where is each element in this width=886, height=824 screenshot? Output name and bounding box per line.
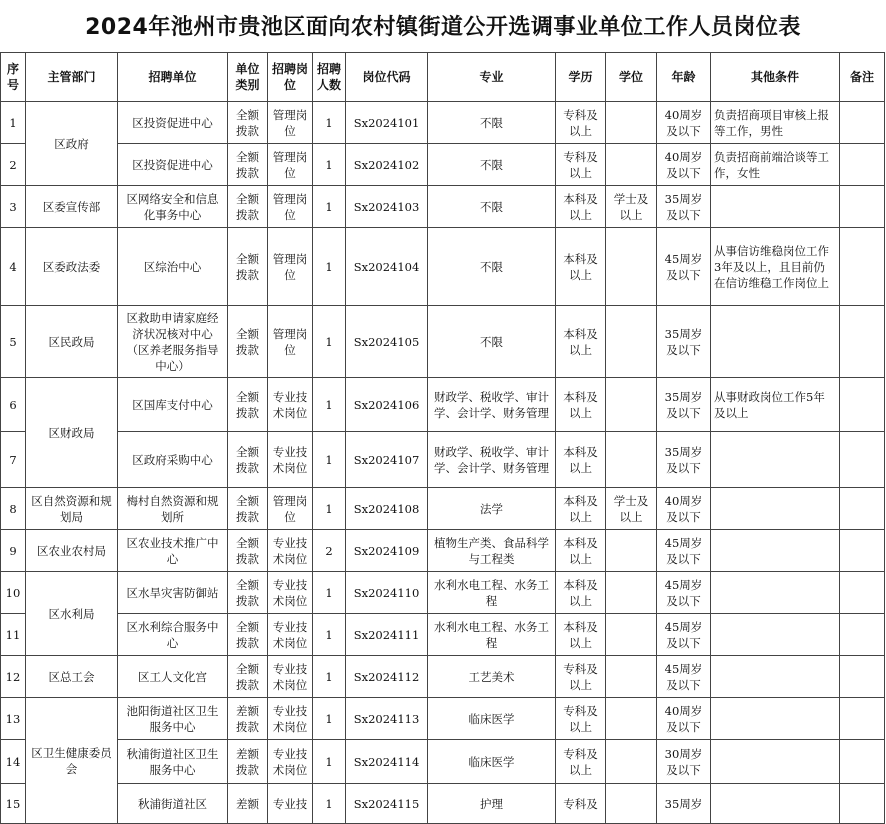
cell-seq: 7 <box>1 432 26 488</box>
cell-remark <box>840 572 885 614</box>
cell-type: 全额拨款 <box>228 530 268 572</box>
cell-count: 1 <box>313 572 346 614</box>
cell-age: 45周岁及以下 <box>657 530 711 572</box>
cell-dept: 区农业农村局 <box>26 530 118 572</box>
cell-degree <box>606 228 657 306</box>
cell-edu: 专科及以上 <box>556 698 606 740</box>
cell-age: 40周岁及以下 <box>657 488 711 530</box>
table-row <box>1 488 885 530</box>
cell-degree <box>606 656 657 698</box>
header-unit-type: 单位类别 <box>228 53 268 102</box>
cell-type: 差额拨款 <box>228 698 268 740</box>
cell-count: 1 <box>313 186 346 228</box>
cell-age: 35周岁 <box>657 784 711 824</box>
cell-age: 45周岁及以下 <box>657 656 711 698</box>
header-dept: 主管部门 <box>26 53 118 102</box>
cell-type: 差额 <box>228 784 268 824</box>
header-seq: 序号 <box>1 53 26 102</box>
cell-post: 管理岗位 <box>268 228 313 306</box>
cell-edu: 专科及以上 <box>556 656 606 698</box>
cell-seq: 4 <box>1 228 26 306</box>
cell-code: Sx2024114 <box>346 740 428 784</box>
cell-edu: 专科及以上 <box>556 102 606 144</box>
cell-seq: 5 <box>1 306 26 378</box>
cell-other <box>711 614 840 656</box>
cell-other <box>711 572 840 614</box>
header-other: 其他条件 <box>711 53 840 102</box>
table-row <box>1 186 885 228</box>
cell-edu: 本科及以上 <box>556 306 606 378</box>
cell-edu: 本科及以上 <box>556 228 606 306</box>
cell-count: 1 <box>313 784 346 824</box>
table-row <box>1 530 885 572</box>
cell-degree <box>606 102 657 144</box>
cell-remark <box>840 740 885 784</box>
cell-remark <box>840 614 885 656</box>
header-age: 年龄 <box>657 53 711 102</box>
cell-unit: 秋浦街道社区 <box>118 784 228 824</box>
cell-seq: 10 <box>1 572 26 614</box>
cell-major: 不限 <box>428 144 556 186</box>
cell-age: 40周岁及以下 <box>657 102 711 144</box>
table-row <box>1 144 885 186</box>
cell-unit: 秋浦街道社区卫生服务中心 <box>118 740 228 784</box>
cell-code: Sx2024103 <box>346 186 428 228</box>
cell-dept: 区委宣传部 <box>26 186 118 228</box>
cell-post: 管理岗位 <box>268 488 313 530</box>
cell-count: 1 <box>313 656 346 698</box>
cell-degree <box>606 432 657 488</box>
cell-post: 专业技术岗位 <box>268 530 313 572</box>
cell-code: Sx2024102 <box>346 144 428 186</box>
cell-edu: 本科及以上 <box>556 378 606 432</box>
cell-edu: 专科及以上 <box>556 144 606 186</box>
cell-seq: 8 <box>1 488 26 530</box>
cell-code: Sx2024107 <box>346 432 428 488</box>
cell-unit: 区投资促进中心 <box>118 102 228 144</box>
cell-major: 不限 <box>428 186 556 228</box>
cell-type: 全额拨款 <box>228 488 268 530</box>
cell-age: 30周岁及以下 <box>657 740 711 784</box>
cell-code: Sx2024113 <box>346 698 428 740</box>
table-row <box>1 228 885 306</box>
cell-post: 专业技术岗位 <box>268 656 313 698</box>
cell-edu: 本科及以上 <box>556 432 606 488</box>
cell-edu: 本科及以上 <box>556 530 606 572</box>
cell-post: 专业技术岗位 <box>268 572 313 614</box>
cell-degree <box>606 530 657 572</box>
header-row <box>1 53 885 102</box>
cell-remark <box>840 530 885 572</box>
cell-degree <box>606 740 657 784</box>
cell-age: 35周岁及以下 <box>657 378 711 432</box>
cell-degree <box>606 378 657 432</box>
cell-count: 1 <box>313 378 346 432</box>
cell-edu: 本科及以上 <box>556 186 606 228</box>
header-unit: 招聘单位 <box>118 53 228 102</box>
cell-other <box>711 784 840 824</box>
cell-unit: 区政府采购中心 <box>118 432 228 488</box>
cell-remark <box>840 378 885 432</box>
table-row <box>1 698 885 740</box>
cell-seq: 3 <box>1 186 26 228</box>
cell-remark <box>840 488 885 530</box>
cell-edu: 专科及 <box>556 784 606 824</box>
cell-other <box>711 432 840 488</box>
cell-seq: 14 <box>1 740 26 784</box>
cell-remark <box>840 186 885 228</box>
cell-remark <box>840 784 885 824</box>
cell-age: 35周岁及以下 <box>657 306 711 378</box>
cell-age: 40周岁及以下 <box>657 144 711 186</box>
cell-unit: 区国库支付中心 <box>118 378 228 432</box>
cell-age: 45周岁及以下 <box>657 228 711 306</box>
cell-code: Sx2024108 <box>346 488 428 530</box>
header-major: 专业 <box>428 53 556 102</box>
cell-unit: 区农业技术推广中心 <box>118 530 228 572</box>
table-row <box>1 572 885 614</box>
cell-degree: 学士及以上 <box>606 488 657 530</box>
cell-type: 全额拨款 <box>228 656 268 698</box>
cell-edu: 专科及以上 <box>556 740 606 784</box>
cell-degree <box>606 144 657 186</box>
cell-degree <box>606 306 657 378</box>
cell-remark <box>840 228 885 306</box>
table-row <box>1 784 885 824</box>
cell-other <box>711 656 840 698</box>
header-post: 招聘岗位 <box>268 53 313 102</box>
cell-type: 差额拨款 <box>228 740 268 784</box>
cell-age: 35周岁及以下 <box>657 432 711 488</box>
cell-count: 1 <box>313 102 346 144</box>
table-row <box>1 614 885 656</box>
cell-major: 财政学、税收学、审计学、会计学、财务管理 <box>428 378 556 432</box>
cell-unit: 区网络安全和信息化事务中心 <box>118 186 228 228</box>
cell-dept: 区民政局 <box>26 306 118 378</box>
table-row <box>1 432 885 488</box>
cell-major: 水利水电工程、水务工程 <box>428 614 556 656</box>
cell-seq: 11 <box>1 614 26 656</box>
cell-code: Sx2024112 <box>346 656 428 698</box>
cell-type: 全额拨款 <box>228 144 268 186</box>
cell-major: 临床医学 <box>428 740 556 784</box>
cell-remark <box>840 102 885 144</box>
cell-type: 全额拨款 <box>228 102 268 144</box>
cell-dept: 区卫生健康委员会 <box>26 698 118 824</box>
cell-post: 专业技术岗位 <box>268 698 313 740</box>
cell-count: 1 <box>313 488 346 530</box>
cell-major: 法学 <box>428 488 556 530</box>
cell-count: 1 <box>313 614 346 656</box>
table-row <box>1 102 885 144</box>
cell-seq: 6 <box>1 378 26 432</box>
cell-edu: 本科及以上 <box>556 614 606 656</box>
cell-type: 全额拨款 <box>228 228 268 306</box>
cell-seq: 2 <box>1 144 26 186</box>
cell-unit: 梅村自然资源和规划所 <box>118 488 228 530</box>
cell-unit: 池阳街道社区卫生服务中心 <box>118 698 228 740</box>
header-degree: 学位 <box>606 53 657 102</box>
cell-edu: 本科及以上 <box>556 572 606 614</box>
cell-code: Sx2024101 <box>346 102 428 144</box>
cell-dept: 区委政法委 <box>26 228 118 306</box>
cell-count: 2 <box>313 530 346 572</box>
cell-age: 45周岁及以下 <box>657 572 711 614</box>
cell-code: Sx2024109 <box>346 530 428 572</box>
cell-remark <box>840 656 885 698</box>
cell-post: 管理岗位 <box>268 186 313 228</box>
cell-major: 植物生产类、食品科学与工程类 <box>428 530 556 572</box>
cell-dept: 区政府 <box>26 102 118 186</box>
cell-unit: 区水利综合服务中心 <box>118 614 228 656</box>
cell-count: 1 <box>313 228 346 306</box>
cell-other <box>711 186 840 228</box>
table-row <box>1 306 885 378</box>
cell-type: 全额拨款 <box>228 186 268 228</box>
cell-type: 全额拨款 <box>228 432 268 488</box>
cell-degree <box>606 784 657 824</box>
table-row <box>1 656 885 698</box>
cell-remark <box>840 144 885 186</box>
cell-count: 1 <box>313 698 346 740</box>
cell-other <box>711 306 840 378</box>
cell-other: 从事财政岗位工作5年及以上 <box>711 378 840 432</box>
cell-code: Sx2024104 <box>346 228 428 306</box>
header-count: 招聘人数 <box>313 53 346 102</box>
cell-unit: 区综治中心 <box>118 228 228 306</box>
cell-code: Sx2024105 <box>346 306 428 378</box>
cell-seq: 9 <box>1 530 26 572</box>
cell-other <box>711 698 840 740</box>
cell-count: 1 <box>313 306 346 378</box>
cell-seq: 15 <box>1 784 26 824</box>
cell-count: 1 <box>313 144 346 186</box>
cell-age: 40周岁及以下 <box>657 698 711 740</box>
job-table <box>0 52 885 824</box>
header-edu: 学历 <box>556 53 606 102</box>
cell-post: 专业技术岗位 <box>268 378 313 432</box>
cell-code: Sx2024115 <box>346 784 428 824</box>
cell-edu: 本科及以上 <box>556 488 606 530</box>
cell-other: 负责招商前端洽谈等工作，女性 <box>711 144 840 186</box>
cell-other <box>711 530 840 572</box>
cell-count: 1 <box>313 432 346 488</box>
cell-major: 临床医学 <box>428 698 556 740</box>
cell-type: 全额拨款 <box>228 572 268 614</box>
cell-major: 不限 <box>428 228 556 306</box>
cell-unit: 区救助申请家庭经济状况核对中心（区养老服务指导中心） <box>118 306 228 378</box>
cell-post: 专业技术岗位 <box>268 432 313 488</box>
cell-seq: 13 <box>1 698 26 740</box>
cell-post: 专业技术岗位 <box>268 614 313 656</box>
cell-dept: 区自然资源和规划局 <box>26 488 118 530</box>
cell-type: 全额拨款 <box>228 378 268 432</box>
cell-major: 财政学、税收学、审计学、会计学、财务管理 <box>428 432 556 488</box>
cell-unit: 区工人文化宫 <box>118 656 228 698</box>
cell-unit: 区水旱灾害防御站 <box>118 572 228 614</box>
cell-unit: 区投资促进中心 <box>118 144 228 186</box>
cell-major: 不限 <box>428 306 556 378</box>
cell-seq: 1 <box>1 102 26 144</box>
cell-type: 全额拨款 <box>228 614 268 656</box>
cell-post: 专业技术岗位 <box>268 740 313 784</box>
cell-degree <box>606 614 657 656</box>
cell-seq: 12 <box>1 656 26 698</box>
cell-other: 从事信访维稳岗位工作3年及以上，且目前仍在信访维稳工作岗位上 <box>711 228 840 306</box>
cell-other <box>711 488 840 530</box>
cell-post: 管理岗位 <box>268 144 313 186</box>
cell-post: 管理岗位 <box>268 102 313 144</box>
cell-remark <box>840 306 885 378</box>
cell-degree <box>606 698 657 740</box>
cell-code: Sx2024111 <box>346 614 428 656</box>
cell-remark <box>840 698 885 740</box>
cell-post: 管理岗位 <box>268 306 313 378</box>
cell-major: 护理 <box>428 784 556 824</box>
cell-major: 水利水电工程、水务工程 <box>428 572 556 614</box>
table-row <box>1 378 885 432</box>
page-title: 2024年池州市贵池区面向农村镇街道公开选调事业单位工作人员岗位表 <box>85 15 801 40</box>
cell-post: 专业技 <box>268 784 313 824</box>
cell-remark <box>840 432 885 488</box>
cell-dept: 区水利局 <box>26 572 118 656</box>
cell-major: 工艺美术 <box>428 656 556 698</box>
cell-type: 全额拨款 <box>228 306 268 378</box>
cell-age: 35周岁及以下 <box>657 186 711 228</box>
cell-other <box>711 740 840 784</box>
cell-other: 负责招商项目审核上报等工作，男性 <box>711 102 840 144</box>
cell-dept: 区总工会 <box>26 656 118 698</box>
cell-code: Sx2024110 <box>346 572 428 614</box>
cell-major: 不限 <box>428 102 556 144</box>
cell-degree <box>606 572 657 614</box>
table-row <box>1 740 885 784</box>
cell-code: Sx2024106 <box>346 378 428 432</box>
cell-dept: 区财政局 <box>26 378 118 488</box>
cell-degree: 学士及以上 <box>606 186 657 228</box>
cell-count: 1 <box>313 740 346 784</box>
cell-age: 45周岁及以下 <box>657 614 711 656</box>
header-code: 岗位代码 <box>346 53 428 102</box>
header-remark: 备注 <box>840 53 885 102</box>
